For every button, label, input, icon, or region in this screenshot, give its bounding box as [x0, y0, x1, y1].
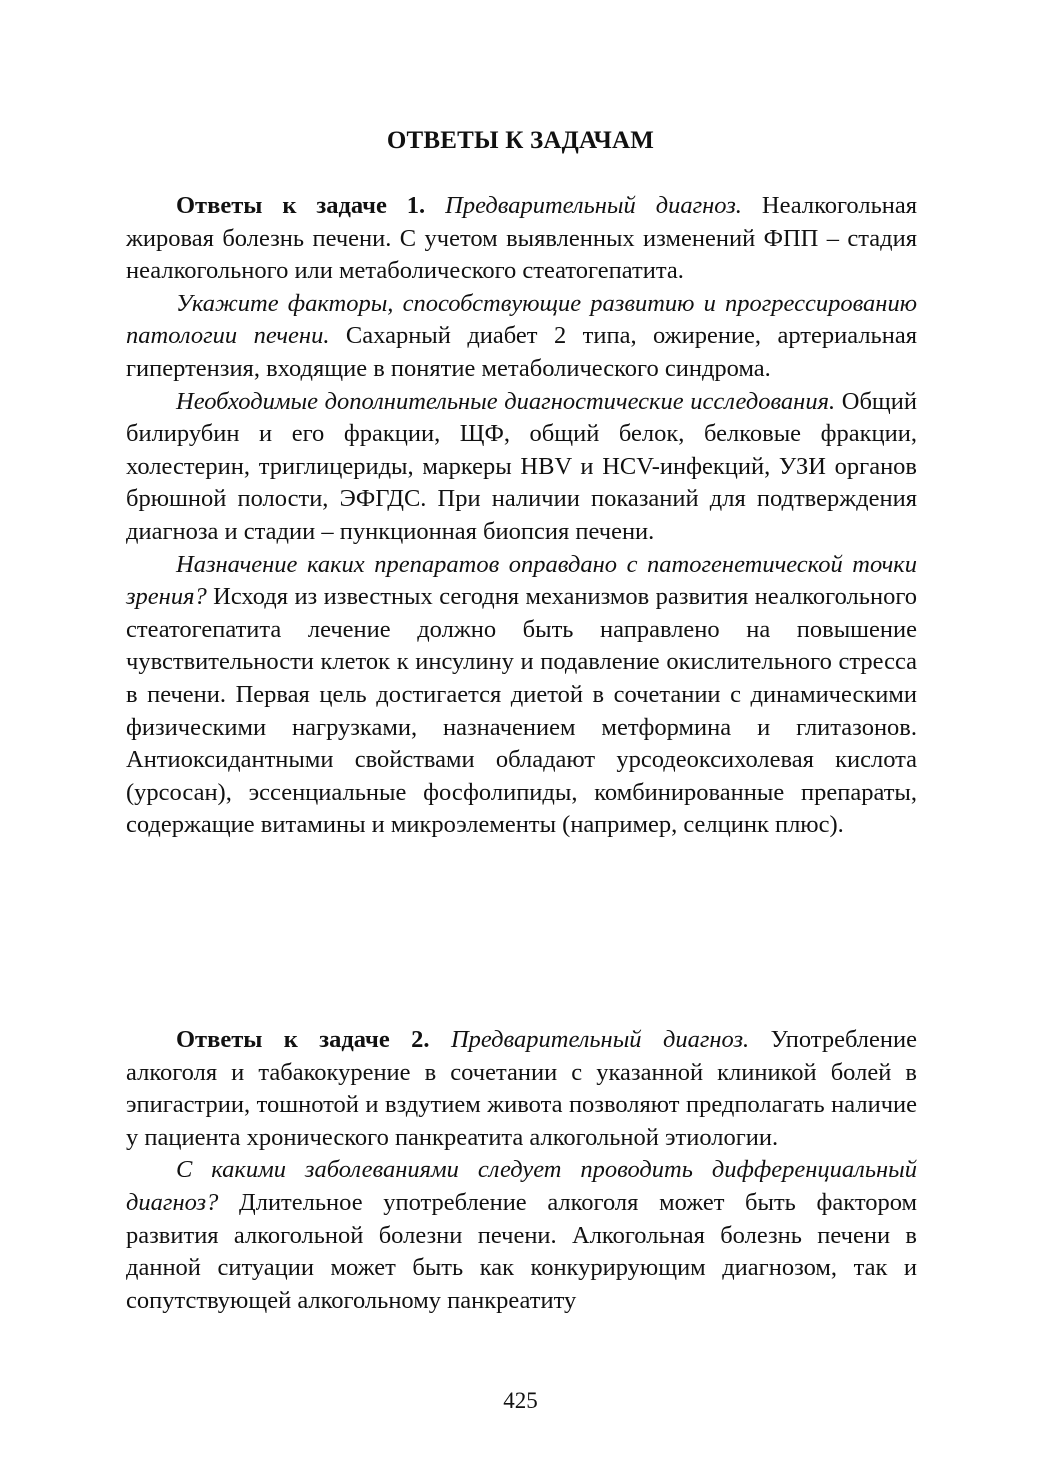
task-2-question-2: С какими заболеваниями следует проводить дифференциальный диагноз?: [126, 1156, 917, 1216]
task-2-answer-2: Длительное употребление алкоголя может быть фактором развития алкогольной болезни печени. Алкогольная болезнь печени в данной ситуации может быть как конкурирующим диагнозом, так и сопутствующей алкогольному панкреатиту: [126, 1188, 917, 1314]
task-2-paragraph-2: [126, 1154, 917, 1317]
task-2-question-1: Предварительный диагноз.: [450, 1026, 750, 1053]
task-2-heading: Ответы к задаче 2.: [176, 1026, 430, 1053]
task-1-answer-2: Сахарный диабет 2 типа, ожирение, артериальная гипертензия, входящие в понятие метаболического синдрома.: [126, 322, 917, 382]
task-1-answer-3: Общий билирубин и его фракции, ЩФ, общий белок, белковые фракции, холестерин, триглицериды, маркеры HBV и HCV-инфекций, УЗИ органов брюшной полости, ЭФГДС. При наличии показаний для подтверждения диагноза и стадии – пункционная биопсия печени.: [126, 387, 917, 545]
task-1-paragraph-2: [126, 288, 917, 386]
task-2-answers: [126, 1024, 917, 1317]
task-2-paragraph-1: [126, 1024, 917, 1154]
task-1-question-3: Необходимые дополнительные диагностические исследования.: [176, 387, 836, 415]
page-number: 425: [503, 1388, 538, 1413]
task-1-answer-1: Неалкогольная жировая болезнь печени. С учетом выявленных изменений ФПП – стадия неалкогольного или метаболического стеатогепатита.: [126, 192, 918, 285]
page-heading: ОТВЕТЫ К ЗАДАЧАМ: [386, 127, 655, 154]
task-1-paragraph-4: [126, 549, 917, 842]
task-1-question-2: Укажите факторы, способствующие развитию и прогрессированию патологии печени.: [126, 289, 917, 350]
task-1-heading: Ответы к задаче 1.: [176, 192, 426, 219]
task-1-answer-4: Исходя из известных сегодня механизмов развития неалкогольного стеатогепатита лечение должно быть направлено на повышение чувствительности клеток к инсулину и подавление окислительного стресса в печени. Первая цель достигается диетой в сочетании с динамическими физическими нагрузками, назначением метформина и глитазонов. Антиоксидантными свойствами обладают урсодеоксихолевая кислота (урсосан), эссенциальные фосфолипиды, комбинированные препараты, содержащие витамины и микроэлементы (например, селцинк плюс).: [126, 583, 918, 839]
task-1-question-1: Предварительный диагноз.: [445, 192, 742, 219]
task-2-answer-1: Употребление алкоголя и табакокурение в сочетании с указанной клиникой болей в эпигастрии, тошнотой и вздутием живота позволяют предполагать наличие у пациента хронического панкреатита алкогольной этиологии.: [126, 1026, 917, 1151]
task-1-paragraph-1: [126, 190, 917, 288]
task-1-paragraph-3: [126, 386, 917, 549]
task-1-answers: [126, 190, 917, 842]
task-1-question-4: Назначение каких препаратов оправдано с патогенетической точки зрения?: [126, 550, 917, 611]
